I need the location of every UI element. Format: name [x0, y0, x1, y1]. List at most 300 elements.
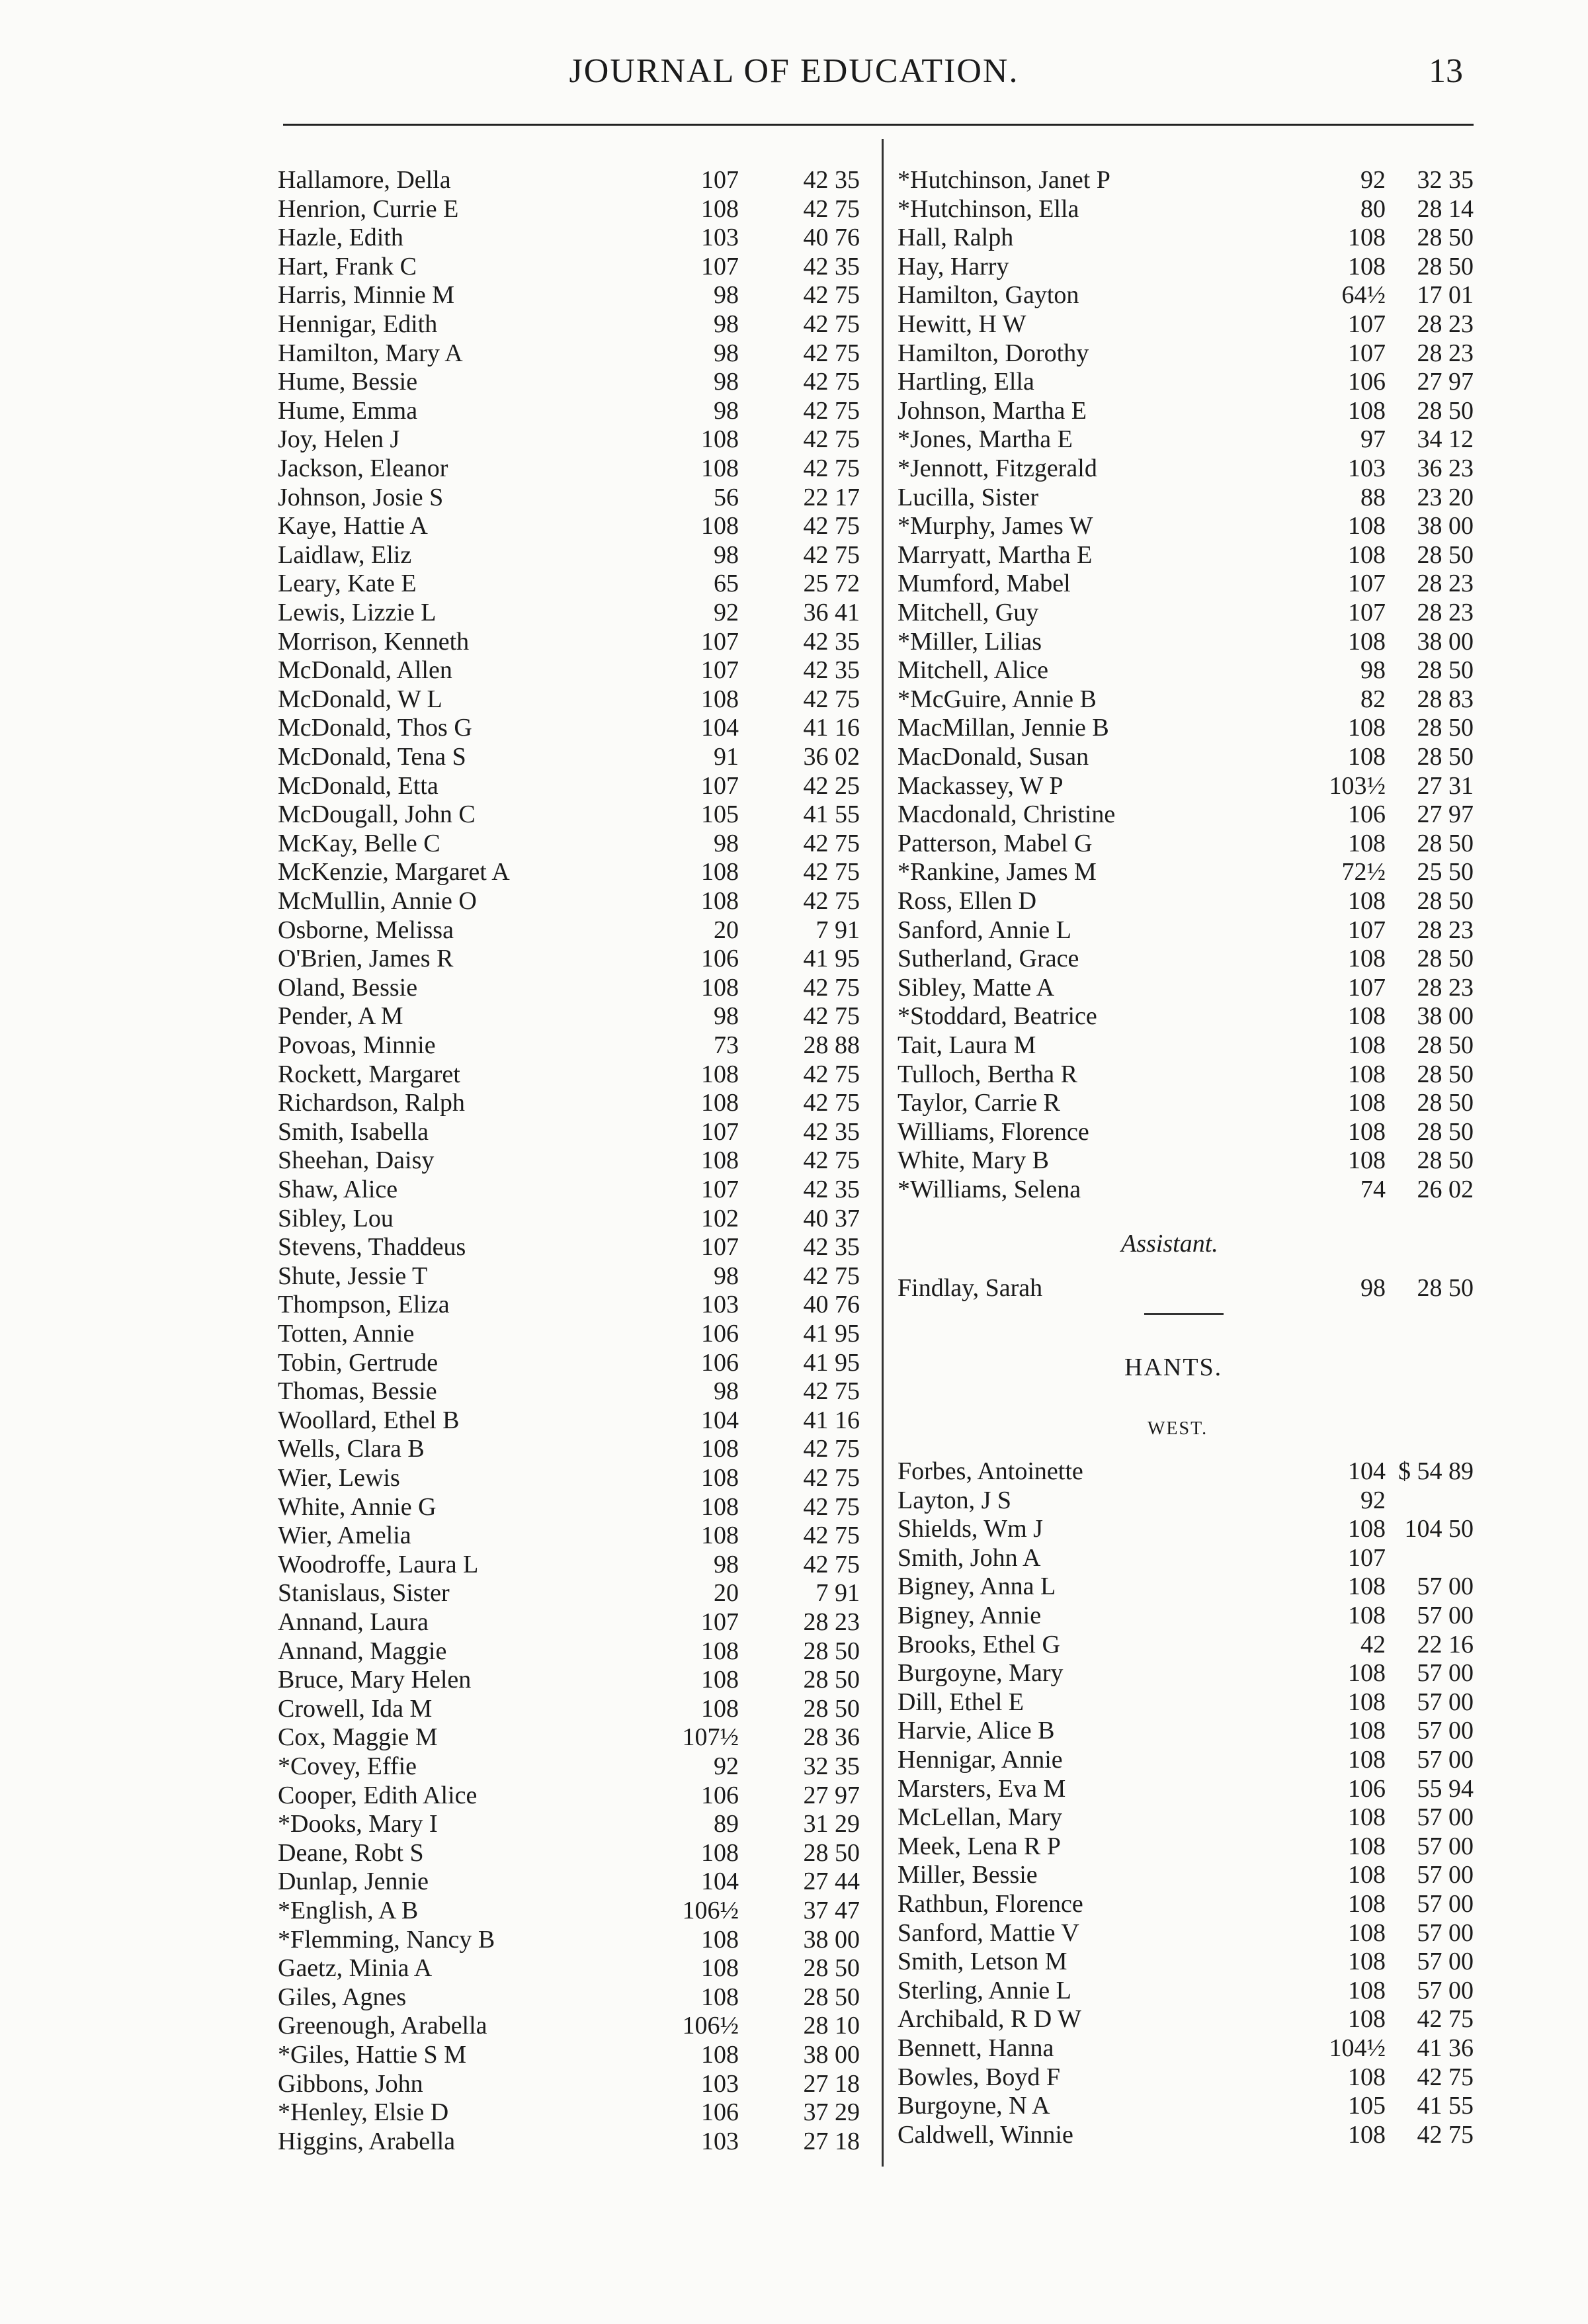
days-taught: 108: [701, 425, 739, 454]
teacher-name: Ross, Ellen D: [898, 887, 1037, 915]
teacher-name: Forbes, Antoinette: [898, 1457, 1083, 1485]
days-taught: 98: [714, 1262, 739, 1290]
teacher-name: McDonald, Etta: [278, 771, 439, 800]
days-taught: 108: [1348, 2005, 1386, 2034]
days-taught: 106: [1348, 368, 1386, 396]
grant-amount: 40 76: [803, 224, 860, 252]
teacher-name: Gibbons, John: [278, 2069, 423, 2098]
teacher-name: Greenough, Arabella: [278, 2012, 487, 2040]
page-title: JOURNAL OF EDUCATION.: [569, 52, 1019, 90]
teacher-name: Annand, Maggie: [278, 1637, 447, 1665]
days-taught: 108: [701, 1464, 739, 1492]
teacher-name: Tulloch, Bertha R: [898, 1060, 1077, 1088]
teacher-name: Povoas, Minnie: [278, 1031, 436, 1059]
grant-amount: 36 41: [803, 599, 860, 626]
grant-amount: 28 50: [1417, 224, 1474, 252]
days-taught: 88: [1360, 483, 1386, 511]
teacher-name: Archibald, R D W: [898, 2005, 1081, 2034]
grant-amount: 28 23: [1417, 570, 1474, 598]
teacher-name: Lewis, Lizzie L: [278, 599, 437, 626]
teacher-name: Harris, Minnie M: [278, 281, 455, 310]
days-taught: 108: [701, 1522, 739, 1550]
teacher-name: Giles, Agnes: [278, 1983, 407, 2011]
grant-amount: 27 18: [803, 2127, 860, 2155]
teacher-name: Osborne, Melissa: [278, 916, 454, 944]
days-taught: 107: [1348, 973, 1386, 1002]
teacher-name: Bigney, Annie: [898, 1602, 1042, 1629]
teacher-name: Hamilton, Mary A: [278, 339, 463, 367]
days-taught: 108: [1348, 1146, 1386, 1175]
teacher-name: Layton, J S: [898, 1486, 1012, 1514]
grant-amount: 42 35: [803, 1176, 860, 1203]
days-taught: 97: [1360, 425, 1386, 454]
teacher-name: *Murphy, James W: [898, 512, 1093, 540]
grant-amount: 38 00: [803, 2041, 860, 2069]
grant-amount: 28 50: [1417, 1031, 1474, 1059]
days-taught: 98: [714, 368, 739, 396]
days-taught: 108: [701, 1838, 739, 1867]
teacher-name: Sibley, Lou: [278, 1204, 394, 1232]
grant-amount: 57 00: [1417, 1717, 1474, 1745]
days-taught: 73: [714, 1031, 739, 1059]
teacher-name: Shields, Wm J: [898, 1515, 1043, 1543]
grant-amount: 42 75: [1417, 2120, 1474, 2149]
county-heading: HANTS.: [1124, 1354, 1223, 1381]
grant-amount: 42 75: [803, 1002, 860, 1031]
days-taught: 65: [714, 570, 739, 598]
days-taught: 107: [1348, 1543, 1386, 1572]
grant-amount: 42 75: [803, 829, 860, 857]
teacher-name: McDonald, W L: [278, 685, 442, 713]
grant-amount: 57 00: [1417, 1890, 1474, 1918]
grant-amount: 42 75: [803, 512, 860, 540]
days-taught: 108: [701, 512, 739, 540]
teacher-name: Bowles, Boyd F: [898, 2063, 1060, 2091]
days-taught: 106½: [682, 1897, 739, 1924]
days-taught: 92: [714, 1752, 739, 1780]
assistant-heading: Assistant.: [1121, 1230, 1218, 1258]
grant-amount: 42 35: [803, 1117, 860, 1146]
grant-amount: 41 55: [803, 800, 860, 829]
grant-amount: 38 00: [1417, 1002, 1474, 1031]
days-taught: 108: [1348, 1976, 1386, 2004]
teacher-name: Caldwell, Winnie: [898, 2120, 1073, 2149]
teacher-name: Thompson, Eliza: [278, 1291, 450, 1319]
grant-amount: 42 75: [803, 1377, 860, 1406]
days-taught: 103: [1348, 454, 1386, 482]
grant-amount: 42 75: [1417, 2005, 1474, 2034]
grant-amount: 42 75: [803, 685, 860, 713]
days-taught: 106: [701, 1781, 739, 1809]
teacher-name: Hennigar, Annie: [898, 1746, 1063, 1774]
grant-amount: 22 16: [1417, 1630, 1474, 1658]
grant-amount: 42 75: [803, 1089, 860, 1117]
days-taught: 107: [701, 656, 739, 685]
teacher-name: McKay, Belle C: [278, 829, 440, 857]
grant-amount: 42 75: [803, 1435, 860, 1463]
days-taught: 106: [1348, 1774, 1386, 1803]
grant-amount: 42 35: [803, 1233, 860, 1262]
teacher-name: Marsters, Eva M: [898, 1774, 1066, 1803]
grant-amount: 38 00: [1417, 627, 1474, 656]
grant-amount: 42 75: [803, 194, 860, 223]
grant-amount: 40 76: [803, 1291, 860, 1319]
teacher-name: Johnson, Josie S: [278, 483, 444, 511]
days-taught: 104½: [1329, 2034, 1386, 2062]
teacher-name: Smith, John A: [898, 1543, 1041, 1572]
grant-amount: 28 83: [1417, 685, 1474, 713]
grant-amount: 32 35: [803, 1752, 860, 1780]
grant-amount: 36 02: [803, 743, 860, 771]
teacher-name: Hamilton, Gayton: [898, 281, 1079, 310]
days-taught: 104: [1348, 1457, 1386, 1485]
grant-amount: 32 35: [1417, 166, 1474, 194]
grant-amount: 7 91: [815, 916, 860, 944]
teacher-name: Lucilla, Sister: [898, 483, 1039, 511]
grant-amount: 28 50: [803, 1694, 860, 1723]
grant-amount: 42 75: [803, 858, 860, 886]
teacher-name: Bennett, Hanna: [898, 2034, 1054, 2062]
days-taught: 92: [714, 599, 739, 626]
teacher-name: *Hutchinson, Ella: [898, 194, 1079, 223]
days-taught: 98: [1360, 1274, 1386, 1302]
days-taught: 108: [701, 1925, 739, 1954]
teacher-name: Smith, Isabella: [278, 1117, 429, 1146]
days-taught: 108: [1348, 1031, 1386, 1059]
days-taught: 102: [701, 1204, 739, 1232]
days-taught: 108: [1348, 1832, 1386, 1860]
days-taught: 105: [1348, 2092, 1386, 2120]
grant-amount: 28 50: [1417, 743, 1474, 771]
days-taught: 105: [701, 800, 739, 829]
days-taught: 106: [701, 2098, 739, 2127]
teacher-name: Hay, Harry: [898, 252, 1009, 280]
grant-amount: 28 88: [803, 1031, 860, 1059]
grant-amount: 42 75: [803, 1492, 860, 1521]
teacher-name: White, Annie G: [278, 1492, 437, 1521]
days-taught: 108: [1348, 1002, 1386, 1031]
grant-amount: 57 00: [1417, 1861, 1474, 1889]
grant-amount: 28 50: [803, 1666, 860, 1694]
grant-amount: 41 95: [803, 945, 860, 973]
grant-amount: 28 50: [803, 1954, 860, 1983]
grant-amount: 36 23: [1417, 454, 1474, 482]
teacher-name: Smith, Letson M: [898, 1948, 1067, 1976]
days-taught: 91: [714, 743, 739, 771]
days-taught: 106: [1348, 800, 1386, 829]
teacher-name: Shute, Jessie T: [278, 1262, 428, 1290]
teacher-name: Macdonald, Christine: [898, 800, 1116, 829]
grant-amount: 42 75: [803, 973, 860, 1002]
days-taught: 107: [701, 1117, 739, 1146]
days-taught: 107: [701, 1233, 739, 1262]
teacher-name: Wier, Amelia: [278, 1522, 411, 1550]
teacher-name: Burgoyne, Mary: [898, 1659, 1064, 1688]
days-taught: 108: [701, 1983, 739, 2011]
grant-amount: 41 36: [1417, 2034, 1474, 2062]
days-taught: 92: [1360, 166, 1386, 194]
grant-amount: 37 47: [803, 1897, 860, 1924]
teacher-name: *Jennott, Fitzgerald: [898, 454, 1097, 482]
days-taught: 20: [714, 1579, 739, 1608]
teacher-name: Sheehan, Daisy: [278, 1146, 435, 1175]
days-taught: 108: [1348, 540, 1386, 569]
teacher-name: Laidlaw, Eliz: [278, 540, 412, 569]
grant-amount: 42 35: [803, 252, 860, 280]
days-taught: 108: [1348, 1602, 1386, 1629]
grant-amount: 41 16: [803, 1406, 860, 1434]
grant-amount: 28 50: [1417, 540, 1474, 569]
days-taught: 107: [701, 1176, 739, 1203]
grant-amount: 42 75: [803, 1262, 860, 1290]
days-taught: 108: [701, 1146, 739, 1175]
teacher-name: *English, A B: [278, 1897, 419, 1924]
days-taught: 89: [714, 1810, 739, 1838]
days-taught: 98: [714, 310, 739, 338]
teacher-name: Stevens, Thaddeus: [278, 1233, 466, 1262]
grant-amount: 28 50: [1417, 829, 1474, 857]
grant-amount: 28 36: [803, 1723, 860, 1752]
grant-amount: 28 50: [1417, 656, 1474, 685]
teacher-name: Burgoyne, N A: [898, 2092, 1050, 2120]
teacher-name: *Henley, Elsie D: [278, 2098, 449, 2127]
days-taught: 108: [701, 858, 739, 886]
teacher-name: Gaetz, Minia A: [278, 1954, 433, 1983]
grant-amount: 26 02: [1417, 1176, 1474, 1203]
teacher-name: Hamilton, Dorothy: [898, 339, 1089, 367]
days-taught: 98: [714, 1002, 739, 1031]
days-taught: 98: [714, 1377, 739, 1406]
days-taught: 107: [1348, 339, 1386, 367]
days-taught: 107: [701, 166, 739, 194]
grant-amount: 41 95: [803, 1320, 860, 1348]
days-taught: 108: [1348, 714, 1386, 742]
days-taught: 108: [701, 1435, 739, 1463]
days-taught: 108: [701, 887, 739, 915]
teacher-name: Cox, Maggie M: [278, 1723, 438, 1752]
teacher-name: White, Mary B: [898, 1146, 1050, 1175]
teacher-name: *Stoddard, Beatrice: [898, 1002, 1097, 1031]
days-taught: 108: [1348, 1803, 1386, 1832]
teacher-name: Findlay, Sarah: [898, 1274, 1043, 1302]
days-taught: 108: [1348, 1117, 1386, 1146]
grant-amount: 28 23: [1417, 973, 1474, 1002]
days-taught: 108: [701, 2041, 739, 2069]
teacher-name: Mitchell, Alice: [898, 656, 1048, 685]
days-taught: 107: [1348, 916, 1386, 944]
days-taught: 108: [1348, 512, 1386, 540]
teacher-name: McDonald, Tena S: [278, 743, 466, 771]
teacher-name: Kaye, Hattie A: [278, 512, 428, 540]
grant-amount: 41 16: [803, 714, 860, 742]
teacher-name: Sanford, Mattie V: [898, 1918, 1079, 1947]
teacher-name: Woodroffe, Laura L: [278, 1550, 479, 1578]
days-taught: 42: [1360, 1630, 1386, 1658]
days-taught: 108: [701, 1954, 739, 1983]
grant-amount: 42 75: [803, 339, 860, 367]
teacher-name: Patterson, Mabel G: [898, 829, 1093, 857]
column-divider: [882, 139, 884, 2167]
grant-amount: 28 50: [1417, 1274, 1474, 1302]
days-taught: 107: [701, 771, 739, 800]
grant-amount: 57 00: [1417, 1803, 1474, 1832]
days-taught: 108: [1348, 1089, 1386, 1117]
days-taught: 108: [1348, 887, 1386, 915]
grant-amount: 25 72: [803, 570, 860, 598]
section-rule: [1144, 1313, 1224, 1315]
days-taught: 108: [1348, 1060, 1386, 1088]
grant-amount: 42 75: [803, 1464, 860, 1492]
days-taught: 108: [1348, 252, 1386, 280]
teacher-name: O'Brien, James R: [278, 945, 454, 973]
grant-amount: 7 91: [815, 1579, 860, 1608]
teacher-name: Williams, Florence: [898, 1117, 1089, 1146]
teacher-name: Wier, Lewis: [278, 1464, 400, 1492]
teacher-name: *McGuire, Annie B: [898, 685, 1097, 713]
days-taught: 103: [701, 2069, 739, 2098]
teacher-name: McKenzie, Margaret A: [278, 858, 510, 886]
teacher-name: Mitchell, Guy: [898, 599, 1039, 626]
grant-amount: 57 00: [1417, 1602, 1474, 1629]
teacher-name: Richardson, Ralph: [278, 1089, 465, 1117]
grant-amount: 27 97: [1417, 800, 1474, 829]
grant-amount: 28 23: [1417, 916, 1474, 944]
days-taught: 98: [714, 396, 739, 425]
grant-amount: 42 35: [803, 656, 860, 685]
days-taught: 106: [701, 945, 739, 973]
days-taught: 64½: [1341, 281, 1386, 310]
days-taught: 98: [1360, 656, 1386, 685]
grant-amount: 28 23: [1417, 599, 1474, 626]
days-taught: 82: [1360, 685, 1386, 713]
teacher-name: Jackson, Eleanor: [278, 454, 448, 482]
days-taught: 72½: [1341, 858, 1386, 886]
days-taught: 108: [701, 194, 739, 223]
teacher-name: Marryatt, Martha E: [898, 540, 1093, 569]
grant-amount: 31 29: [803, 1810, 860, 1838]
grant-amount: 57 00: [1417, 1572, 1474, 1601]
teacher-name: Sibley, Matte A: [898, 973, 1055, 1002]
days-taught: 108: [1348, 945, 1386, 973]
district-heading: WEST.: [1148, 1418, 1208, 1439]
grant-amount: 57 00: [1417, 1832, 1474, 1860]
grant-amount: 34 12: [1417, 425, 1474, 454]
grant-amount: 28 50: [1417, 1117, 1474, 1146]
days-taught: 74: [1360, 1176, 1386, 1203]
days-taught: 108: [701, 1666, 739, 1694]
grant-amount: 42 35: [803, 166, 860, 194]
grant-amount: 28 50: [1417, 252, 1474, 280]
days-taught: 80: [1360, 194, 1386, 223]
days-taught: 108: [1348, 1746, 1386, 1774]
days-taught: 98: [714, 540, 739, 569]
teacher-name: Johnson, Martha E: [898, 396, 1087, 425]
days-taught: 108: [1348, 2063, 1386, 2091]
grant-amount: 28 50: [803, 1637, 860, 1665]
grant-amount: 40 37: [803, 1204, 860, 1232]
grant-amount: 57 00: [1417, 1976, 1474, 2004]
teacher-name: Thomas, Bessie: [278, 1377, 437, 1406]
days-taught: 107: [1348, 310, 1386, 338]
grant-amount: 42 75: [803, 368, 860, 396]
grant-amount: 23 20: [1417, 483, 1474, 511]
days-taught: 106½: [682, 2012, 739, 2040]
days-taught: 108: [701, 1694, 739, 1723]
grant-amount: $ 54 89: [1398, 1457, 1474, 1485]
days-taught: 108: [1348, 1572, 1386, 1601]
grant-amount: 27 44: [803, 1868, 860, 1896]
days-taught: 104: [701, 714, 739, 742]
teacher-name: McDougall, John C: [278, 800, 476, 829]
grant-amount: 25 50: [1417, 858, 1474, 886]
days-taught: 108: [1348, 2120, 1386, 2149]
teacher-name: *Flemming, Nancy B: [278, 1925, 495, 1954]
teacher-name: Hartling, Ella: [898, 368, 1034, 396]
teacher-name: McDonald, Thos G: [278, 714, 472, 742]
teacher-name: Hume, Emma: [278, 396, 418, 425]
grant-amount: 42 75: [803, 454, 860, 482]
page-number: 13: [1429, 52, 1463, 90]
teacher-name: Rockett, Margaret: [278, 1060, 460, 1088]
days-taught: 92: [1360, 1486, 1386, 1514]
teacher-name: *Miller, Lilias: [898, 627, 1042, 656]
days-taught: 108: [1348, 1659, 1386, 1688]
teacher-name: Pender, A M: [278, 1002, 403, 1031]
teacher-name: Dill, Ethel E: [898, 1688, 1024, 1716]
teacher-name: McDonald, Allen: [278, 656, 452, 685]
teacher-name: Hallamore, Della: [278, 166, 451, 194]
teacher-name: Miller, Bessie: [898, 1861, 1038, 1889]
grant-amount: 28 50: [1417, 396, 1474, 425]
days-taught: 107: [701, 627, 739, 656]
days-taught: 107: [1348, 599, 1386, 626]
grant-amount: 42 75: [803, 425, 860, 454]
grant-amount: 28 50: [1417, 945, 1474, 973]
days-taught: 108: [1348, 829, 1386, 857]
teacher-name: *Jones, Martha E: [898, 425, 1073, 454]
teacher-name: Hall, Ralph: [898, 224, 1014, 252]
grant-amount: 38 00: [803, 1925, 860, 1954]
days-taught: 108: [1348, 1688, 1386, 1716]
grant-amount: 28 50: [1417, 1060, 1474, 1088]
teacher-name: Dunlap, Jennie: [278, 1868, 429, 1896]
header-rule: [283, 124, 1474, 126]
grant-amount: 28 50: [803, 1983, 860, 2011]
grant-amount: 27 18: [803, 2069, 860, 2098]
days-taught: 103: [701, 224, 739, 252]
days-taught: 108: [1348, 1861, 1386, 1889]
days-taught: 108: [701, 685, 739, 713]
grant-amount: 42 75: [803, 540, 860, 569]
days-taught: 56: [714, 483, 739, 511]
teacher-name: Bruce, Mary Helen: [278, 1666, 472, 1694]
teacher-name: Hennigar, Edith: [278, 310, 438, 338]
teacher-name: Sutherland, Grace: [898, 945, 1079, 973]
grant-amount: 28 50: [1417, 887, 1474, 915]
teacher-name: Hazle, Edith: [278, 224, 403, 252]
days-taught: 108: [1348, 1890, 1386, 1918]
grant-amount: 42 75: [803, 1146, 860, 1175]
days-taught: 108: [701, 1492, 739, 1521]
teacher-name: Crowell, Ida M: [278, 1694, 433, 1723]
grant-amount: 42 75: [803, 281, 860, 310]
grant-amount: 38 00: [1417, 512, 1474, 540]
grant-amount: 27 31: [1417, 771, 1474, 800]
teacher-name: Deane, Robt S: [278, 1838, 424, 1867]
teacher-name: *Giles, Hattie S M: [278, 2041, 466, 2069]
days-taught: 108: [1348, 224, 1386, 252]
teacher-name: MacDonald, Susan: [898, 743, 1089, 771]
